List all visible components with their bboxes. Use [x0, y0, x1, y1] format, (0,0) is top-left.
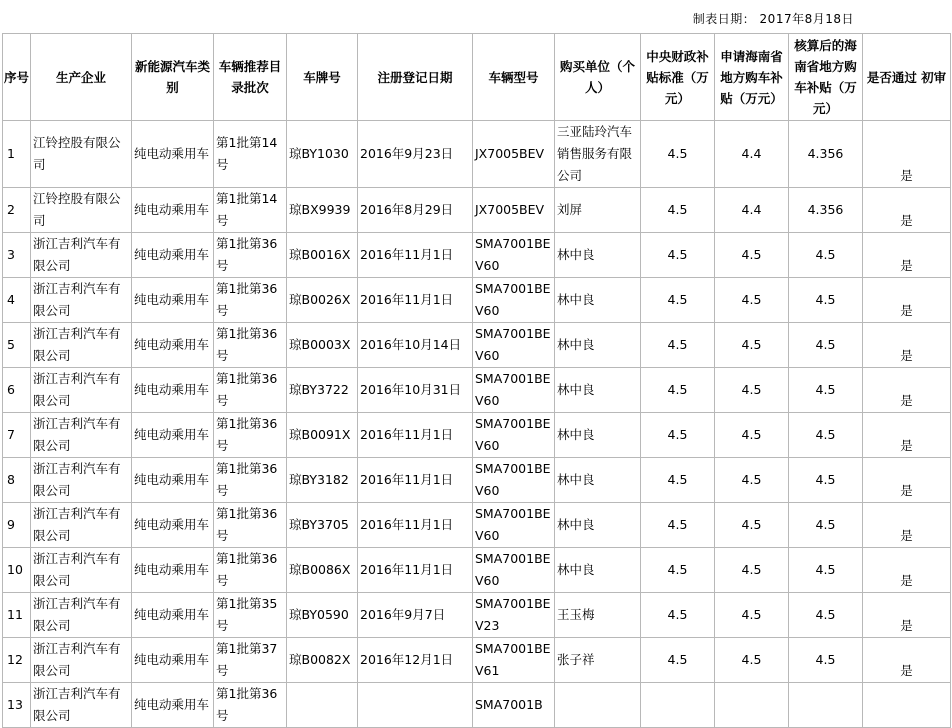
cell-passed[interactable]: 是 [863, 413, 951, 458]
cell-applied-subsidy[interactable] [715, 683, 789, 728]
col-header-applied-subsidy[interactable]: 申请海南省地方购车补贴（万元） [715, 34, 789, 121]
cell-register-date[interactable]: 2016年11月1日 [358, 458, 473, 503]
cell-index[interactable]: 13 [3, 683, 31, 728]
cell-plate[interactable]: 琼BY1030 [287, 121, 358, 188]
col-header-vehicle-type[interactable]: 新能源汽车类别 [132, 34, 214, 121]
table-row[interactable] [3, 278, 951, 323]
cell-central-subsidy[interactable]: 4.5 [641, 458, 715, 503]
cell-index[interactable]: 8 [3, 458, 31, 503]
cell-central-subsidy[interactable]: 4.5 [641, 638, 715, 683]
table-row[interactable] [3, 368, 951, 413]
cell-vehicle-type[interactable]: 纯电动乘用车 [132, 458, 214, 503]
cell-maker[interactable]: 浙江吉利汽车有限公司 [31, 548, 132, 593]
cell-passed[interactable]: 是 [863, 121, 951, 188]
cell-plate[interactable]: 琼B0086X [287, 548, 358, 593]
cell-index[interactable]: 1 [3, 121, 31, 188]
cell-batch[interactable]: 第1批第36号 [214, 278, 287, 323]
cell-buyer[interactable]: 林中良 [555, 278, 641, 323]
cell-maker[interactable]: 浙江吉利汽车有限公司 [31, 593, 132, 638]
cell-batch[interactable]: 第1批第35号 [214, 593, 287, 638]
cell-central-subsidy[interactable]: 4.5 [641, 323, 715, 368]
cell-plate[interactable] [287, 683, 358, 728]
cell-batch[interactable]: 第1批第36号 [214, 458, 287, 503]
cell-model[interactable]: JX7005BEV [473, 188, 555, 233]
cell-vehicle-type[interactable]: 纯电动乘用车 [132, 683, 214, 728]
cell-plate[interactable]: 琼BY3722 [287, 368, 358, 413]
cell-central-subsidy[interactable]: 4.5 [641, 278, 715, 323]
cell-plate[interactable]: 琼B0091X [287, 413, 358, 458]
cell-calculated-subsidy[interactable]: 4.5 [789, 233, 863, 278]
cell-model[interactable]: SMA7001BEV60 [473, 278, 555, 323]
cell-register-date[interactable]: 2016年9月23日 [358, 121, 473, 188]
cell-vehicle-type[interactable]: 纯电动乘用车 [132, 121, 214, 188]
cell-model[interactable]: SMA7001BEV61 [473, 638, 555, 683]
cell-index[interactable]: 5 [3, 323, 31, 368]
cell-calculated-subsidy[interactable]: 4.5 [789, 413, 863, 458]
cell-batch[interactable]: 第1批第36号 [214, 548, 287, 593]
cell-applied-subsidy[interactable]: 4.5 [715, 458, 789, 503]
cell-buyer[interactable]: 张子祥 [555, 638, 641, 683]
cell-batch[interactable]: 第1批第36号 [214, 413, 287, 458]
cell-passed[interactable] [863, 683, 951, 728]
cell-model[interactable]: SMA7001BEV60 [473, 233, 555, 278]
cell-passed[interactable]: 是 [863, 368, 951, 413]
col-header-batch[interactable]: 车辆推荐目录批次 [214, 34, 287, 121]
cell-central-subsidy[interactable]: 4.5 [641, 503, 715, 548]
cell-batch[interactable]: 第1批第36号 [214, 683, 287, 728]
cell-central-subsidy[interactable]: 4.5 [641, 233, 715, 278]
cell-passed[interactable]: 是 [863, 323, 951, 368]
cell-batch[interactable]: 第1批第36号 [214, 368, 287, 413]
cell-central-subsidy[interactable]: 4.5 [641, 368, 715, 413]
col-header-maker[interactable]: 生产企业 [31, 34, 132, 121]
cell-calculated-subsidy[interactable]: 4.5 [789, 503, 863, 548]
cell-central-subsidy[interactable]: 4.5 [641, 548, 715, 593]
col-header-register-date[interactable]: 注册登记日期 [358, 34, 473, 121]
cell-applied-subsidy[interactable]: 4.4 [715, 121, 789, 188]
cell-applied-subsidy[interactable]: 4.5 [715, 233, 789, 278]
cell-batch[interactable]: 第1批第36号 [214, 503, 287, 548]
cell-passed[interactable]: 是 [863, 233, 951, 278]
table-row[interactable] [3, 121, 951, 188]
cell-model[interactable]: JX7005BEV [473, 121, 555, 188]
header-row [3, 34, 951, 121]
cell-model[interactable]: SMA7001BEV60 [473, 413, 555, 458]
cell-maker[interactable]: 浙江吉利汽车有限公司 [31, 458, 132, 503]
cell-applied-subsidy[interactable]: 4.5 [715, 413, 789, 458]
cell-maker[interactable]: 浙江吉利汽车有限公司 [31, 368, 132, 413]
cell-index[interactable]: 11 [3, 593, 31, 638]
cell-model[interactable]: SMA7001B [473, 683, 555, 728]
cell-register-date[interactable]: 2016年8月29日 [358, 188, 473, 233]
cell-maker[interactable]: 浙江吉利汽车有限公司 [31, 503, 132, 548]
cell-vehicle-type[interactable]: 纯电动乘用车 [132, 503, 214, 548]
table-row[interactable] [3, 188, 951, 233]
cell-maker[interactable]: 浙江吉利汽车有限公司 [31, 683, 132, 728]
col-header-index[interactable]: 序号 [3, 34, 31, 121]
cell-calculated-subsidy[interactable]: 4.5 [789, 593, 863, 638]
cell-central-subsidy[interactable]: 4.5 [641, 413, 715, 458]
cell-applied-subsidy[interactable]: 4.5 [715, 503, 789, 548]
cell-batch[interactable]: 第1批第36号 [214, 323, 287, 368]
cell-calculated-subsidy[interactable]: 4.5 [789, 638, 863, 683]
table-row[interactable] [3, 593, 951, 638]
cell-register-date[interactable]: 2016年10月31日 [358, 368, 473, 413]
cell-passed[interactable]: 是 [863, 458, 951, 503]
cell-register-date[interactable]: 2016年11月1日 [358, 413, 473, 458]
cell-plate[interactable]: 琼BY0590 [287, 593, 358, 638]
cell-register-date[interactable]: 2016年11月1日 [358, 548, 473, 593]
cell-central-subsidy[interactable]: 4.5 [641, 121, 715, 188]
cell-model[interactable]: SMA7001BEV60 [473, 368, 555, 413]
cell-buyer[interactable]: 林中良 [555, 323, 641, 368]
cell-index[interactable]: 4 [3, 278, 31, 323]
col-header-calculated-subsidy[interactable]: 核算后的海南省地方购车补贴（万元） [789, 34, 863, 121]
cell-calculated-subsidy[interactable]: 4.356 [789, 188, 863, 233]
cell-batch[interactable]: 第1批第37号 [214, 638, 287, 683]
cell-model[interactable]: SMA7001BEV60 [473, 458, 555, 503]
cell-model[interactable]: SMA7001BEV60 [473, 548, 555, 593]
cell-index[interactable]: 6 [3, 368, 31, 413]
cell-buyer[interactable]: 林中良 [555, 233, 641, 278]
table-row[interactable] [3, 413, 951, 458]
cell-passed[interactable]: 是 [863, 638, 951, 683]
cell-vehicle-type[interactable]: 纯电动乘用车 [132, 548, 214, 593]
cell-buyer[interactable]: 林中良 [555, 458, 641, 503]
col-header-model[interactable]: 车辆型号 [473, 34, 555, 121]
cell-vehicle-type[interactable]: 纯电动乘用车 [132, 233, 214, 278]
cell-calculated-subsidy[interactable]: 4.5 [789, 368, 863, 413]
cell-passed[interactable]: 是 [863, 548, 951, 593]
cell-calculated-subsidy[interactable]: 4.356 [789, 121, 863, 188]
cell-register-date[interactable]: 2016年11月1日 [358, 278, 473, 323]
cell-applied-subsidy[interactable]: 4.5 [715, 278, 789, 323]
cell-maker[interactable]: 浙江吉利汽车有限公司 [31, 278, 132, 323]
cell-passed[interactable]: 是 [863, 503, 951, 548]
cell-plate[interactable]: 琼BY3705 [287, 503, 358, 548]
cell-maker[interactable]: 浙江吉利汽车有限公司 [31, 638, 132, 683]
cell-model[interactable]: SMA7001BEV60 [473, 323, 555, 368]
cell-model[interactable]: SMA7001BEV23 [473, 593, 555, 638]
cell-buyer[interactable]: 林中良 [555, 413, 641, 458]
cell-maker[interactable]: 浙江吉利汽车有限公司 [31, 233, 132, 278]
col-header-buyer[interactable]: 购买单位（个人） [555, 34, 641, 121]
cell-vehicle-type[interactable]: 纯电动乘用车 [132, 368, 214, 413]
cell-register-date[interactable]: 2016年12月1日 [358, 638, 473, 683]
table-row[interactable] [3, 458, 951, 503]
cell-vehicle-type[interactable]: 纯电动乘用车 [132, 278, 214, 323]
cell-buyer[interactable]: 林中良 [555, 548, 641, 593]
table-row[interactable] [3, 638, 951, 683]
cell-calculated-subsidy[interactable]: 4.5 [789, 278, 863, 323]
cell-vehicle-type[interactable]: 纯电动乘用车 [132, 593, 214, 638]
sheet-top-bar [0, 0, 952, 33]
cell-register-date[interactable]: 2016年11月1日 [358, 503, 473, 548]
table-row[interactable] [3, 503, 951, 548]
cell-index[interactable]: 12 [3, 638, 31, 683]
cell-buyer[interactable]: 三亚陆玲汽车销售服务有限公司 [555, 121, 641, 188]
cell-register-date[interactable]: 2016年11月1日 [358, 233, 473, 278]
cell-vehicle-type[interactable]: 纯电动乘用车 [132, 413, 214, 458]
col-header-central-subsidy[interactable]: 中央财政补贴标准（万元） [641, 34, 715, 121]
report-date-label: 制表日期： 2017年8月18日 [692, 12, 854, 26]
table-row[interactable] [3, 548, 951, 593]
cell-plate[interactable]: 琼BX9939 [287, 188, 358, 233]
cell-plate[interactable]: 琼B0003X [287, 323, 358, 368]
cell-buyer[interactable]: 林中良 [555, 368, 641, 413]
cell-register-date[interactable]: 2016年10月14日 [358, 323, 473, 368]
cell-maker[interactable]: 浙江吉利汽车有限公司 [31, 413, 132, 458]
cell-passed[interactable]: 是 [863, 278, 951, 323]
cell-register-date[interactable] [358, 683, 473, 728]
cell-vehicle-type[interactable]: 纯电动乘用车 [132, 323, 214, 368]
cell-model[interactable]: SMA7001BEV60 [473, 503, 555, 548]
cell-calculated-subsidy[interactable]: 4.5 [789, 458, 863, 503]
cell-register-date[interactable]: 2016年9月7日 [358, 593, 473, 638]
cell-passed[interactable]: 是 [863, 593, 951, 638]
cell-central-subsidy[interactable] [641, 683, 715, 728]
cell-buyer[interactable]: 林中良 [555, 503, 641, 548]
cell-applied-subsidy[interactable]: 4.5 [715, 593, 789, 638]
cell-plate[interactable]: 琼B0082X [287, 638, 358, 683]
table-row[interactable] [3, 323, 951, 368]
cell-buyer[interactable]: 刘屏 [555, 188, 641, 233]
cell-central-subsidy[interactable]: 4.5 [641, 188, 715, 233]
cell-buyer[interactable] [555, 683, 641, 728]
cell-applied-subsidy[interactable]: 4.5 [715, 638, 789, 683]
cell-applied-subsidy[interactable]: 4.5 [715, 323, 789, 368]
cell-calculated-subsidy[interactable]: 4.5 [789, 548, 863, 593]
cell-central-subsidy[interactable]: 4.5 [641, 593, 715, 638]
cell-vehicle-type[interactable]: 纯电动乘用车 [132, 638, 214, 683]
subsidy-table [2, 33, 951, 728]
cell-vehicle-type[interactable]: 纯电动乘用车 [132, 188, 214, 233]
cell-index[interactable]: 2 [3, 188, 31, 233]
cell-batch[interactable]: 第1批第36号 [214, 233, 287, 278]
cell-maker[interactable]: 江铃控股有限公司 [31, 121, 132, 188]
cell-plate[interactable]: 琼BY3182 [287, 458, 358, 503]
cell-applied-subsidy[interactable]: 4.4 [715, 188, 789, 233]
cell-applied-subsidy[interactable]: 4.5 [715, 368, 789, 413]
col-header-passed[interactable]: 是否通过 初审 [863, 34, 951, 121]
cell-calculated-subsidy[interactable]: 4.5 [789, 323, 863, 368]
cell-calculated-subsidy[interactable] [789, 683, 863, 728]
table-row[interactable] [3, 233, 951, 278]
cell-plate[interactable]: 琼B0026X [287, 278, 358, 323]
cell-batch[interactable]: 第1批第14号 [214, 188, 287, 233]
cell-index[interactable]: 9 [3, 503, 31, 548]
cell-maker[interactable]: 浙江吉利汽车有限公司 [31, 323, 132, 368]
cell-index[interactable]: 10 [3, 548, 31, 593]
cell-applied-subsidy[interactable]: 4.5 [715, 548, 789, 593]
cell-plate[interactable]: 琼B0016X [287, 233, 358, 278]
cell-batch[interactable]: 第1批第14号 [214, 121, 287, 188]
cell-maker[interactable]: 江铃控股有限公司 [31, 188, 132, 233]
cell-index[interactable]: 7 [3, 413, 31, 458]
col-header-plate[interactable]: 车牌号 [287, 34, 358, 121]
cell-passed[interactable]: 是 [863, 188, 951, 233]
cell-index[interactable]: 3 [3, 233, 31, 278]
cell-buyer[interactable]: 王玉梅 [555, 593, 641, 638]
table-row[interactable] [3, 683, 951, 728]
